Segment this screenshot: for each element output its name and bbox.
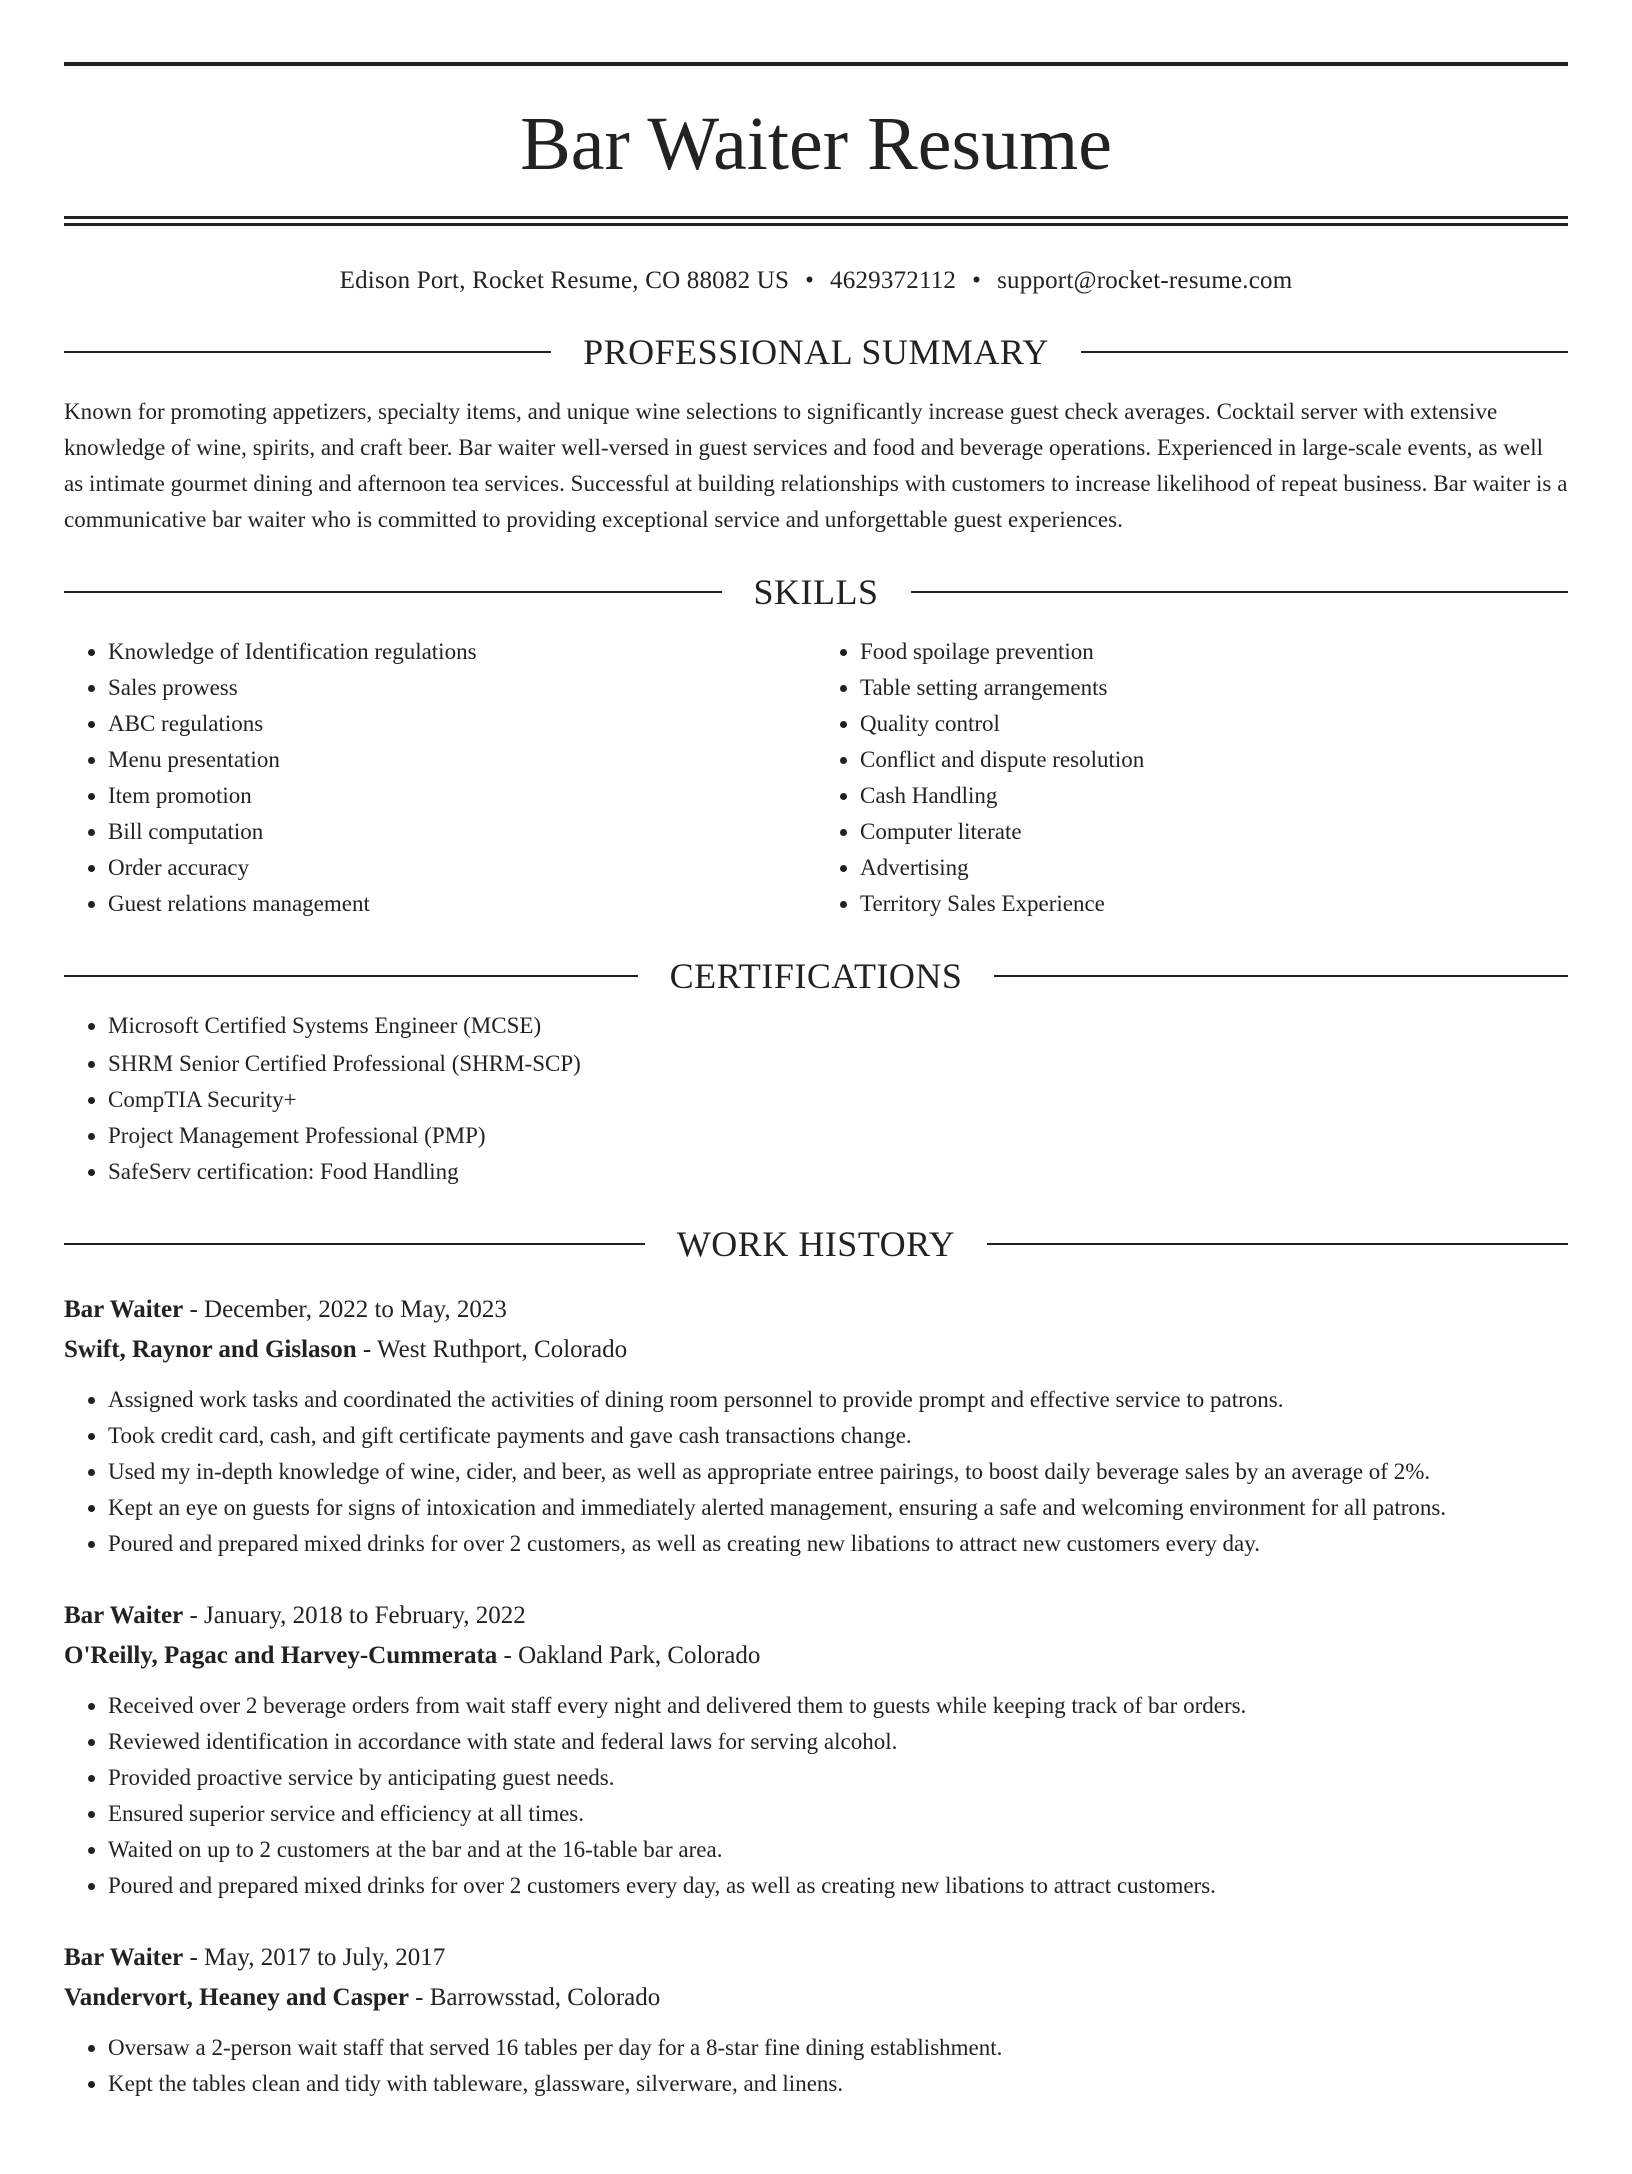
skill-item: • Table setting arrangements bbox=[860, 670, 1568, 706]
job-company-line bbox=[64, 1330, 1568, 1370]
contact-line bbox=[64, 264, 1568, 298]
job-duty-item: • Reviewed identification in accordance with state and federal laws for serving alcohol. bbox=[108, 1724, 1568, 1760]
job-entry bbox=[64, 1938, 1568, 2102]
heading-rule-right bbox=[994, 975, 1568, 977]
job-dates: - January, 2018 to February, 2022 bbox=[183, 1602, 526, 1629]
job-dates: - May, 2017 to July, 2017 bbox=[183, 1944, 446, 1971]
job-location: - Oakland Park, Colorado bbox=[497, 1642, 761, 1669]
job-company-line bbox=[64, 1978, 1568, 2018]
job-title: Bar Waiter bbox=[64, 1296, 184, 1323]
heading-rule-left bbox=[64, 351, 551, 353]
skill-item: • Cash Handling bbox=[860, 778, 1568, 814]
heading-rule-left bbox=[64, 975, 638, 977]
contact-phone: 4629372112 bbox=[830, 267, 957, 294]
skill-item: • Food spoilage prevention bbox=[860, 634, 1568, 670]
certification-item: • Project Management Professional (PMP) bbox=[108, 1118, 1568, 1154]
job-duty-item: • Assigned work tasks and coordinated the activities of dining room personnel to provide prompt and effective service to patrons. bbox=[108, 1382, 1568, 1418]
job-company: O'Reilly, Pagac and Harvey-Cummerata bbox=[64, 1642, 498, 1669]
resume-title: Bar Waiter Resume bbox=[520, 102, 1112, 186]
job-title-line bbox=[64, 1290, 1568, 1330]
heading-rule-right bbox=[987, 1243, 1568, 1245]
summary-heading bbox=[64, 320, 1568, 384]
job-company-line bbox=[64, 1636, 1568, 1676]
skills-heading bbox=[64, 560, 1568, 624]
job-title: Bar Waiter bbox=[64, 1944, 184, 1971]
contact-separator: • bbox=[805, 267, 815, 294]
work-history-list bbox=[64, 1290, 1568, 2102]
skills-heading-label: SKILLS bbox=[753, 572, 879, 612]
job-company: Swift, Raynor and Gislason bbox=[64, 1336, 357, 1363]
job-duties-list bbox=[64, 1382, 1568, 1562]
skill-item: • Order accuracy bbox=[108, 850, 816, 886]
job-title-line bbox=[64, 1938, 1568, 1978]
skill-item: • Knowledge of Identification regulations bbox=[108, 634, 816, 670]
job-duty-item: • Waited on up to 2 customers at the bar and at the 16-table bar area. bbox=[108, 1832, 1568, 1868]
job-duty-item: • Kept an eye on guests for signs of intoxication and immediately alerted management, ensuring a safe and welcoming environment for all patrons. bbox=[108, 1490, 1568, 1526]
job-duties-list bbox=[64, 1688, 1568, 1904]
skill-item: • Bill computation bbox=[108, 814, 816, 850]
job-title: Bar Waiter bbox=[64, 1602, 184, 1629]
skill-item: • Item promotion bbox=[108, 778, 816, 814]
top-rule bbox=[64, 62, 1568, 66]
heading-rule-right bbox=[911, 591, 1569, 593]
contact-address: Edison Port, Rocket Resume, CO 88082 US bbox=[339, 267, 790, 294]
skill-item: • ABC regulations bbox=[108, 706, 816, 742]
job-location: - Barrowsstad, Colorado bbox=[408, 1984, 661, 2011]
skill-item: • Quality control bbox=[860, 706, 1568, 742]
certification-item: • SHRM Senior Certified Professional (SHRM-SCP) bbox=[108, 1046, 1568, 1082]
job-duty-item: • Used my in-depth knowledge of wine, cider, and beer, as well as appropriate entree pairings, to boost daily beverage sales by an average of 2%. bbox=[108, 1454, 1568, 1490]
skill-item: • Conflict and dispute resolution bbox=[860, 742, 1568, 778]
skill-item: • Sales prowess bbox=[108, 670, 816, 706]
certification-item: • CompTIA Security+ bbox=[108, 1082, 1568, 1118]
skills-columns bbox=[64, 634, 1568, 922]
heading-rule-right bbox=[1081, 351, 1568, 353]
summary-heading-label: PROFESSIONAL SUMMARY bbox=[583, 332, 1049, 372]
skill-item: • Menu presentation bbox=[108, 742, 816, 778]
job-duty-item: • Poured and prepared mixed drinks for over 2 customers every day, as well as creating new libations to attract customers. bbox=[108, 1868, 1568, 1904]
job-entry bbox=[64, 1290, 1568, 1562]
skills-list-right bbox=[816, 634, 1568, 922]
job-duty-item: • Took credit card, cash, and gift certificate payments and gave cash transactions change. bbox=[108, 1418, 1568, 1454]
job-duty-item: • Provided proactive service by anticipating guest needs. bbox=[108, 1760, 1568, 1796]
job-location: - West Ruthport, Colorado bbox=[356, 1336, 628, 1363]
certifications-list bbox=[64, 1008, 1568, 1190]
job-title-line bbox=[64, 1596, 1568, 1636]
resume-page bbox=[0, 62, 1632, 2174]
job-duty-item: • Kept the tables clean and tidy with tableware, glassware, silverware, and linens. bbox=[108, 2066, 1568, 2102]
heading-rule-left bbox=[64, 1243, 645, 1245]
job-dates: - December, 2022 to May, 2023 bbox=[183, 1296, 507, 1323]
skills-list-left bbox=[64, 634, 816, 922]
job-duty-item: • Ensured superior service and efficiency at all times. bbox=[108, 1796, 1568, 1832]
skill-item: • Guest relations management bbox=[108, 886, 816, 922]
heading-rule-left bbox=[64, 591, 722, 593]
skill-item: • Advertising bbox=[860, 850, 1568, 886]
certifications-heading-label: CERTIFICATIONS bbox=[669, 956, 963, 996]
certification-item: • Microsoft Certified Systems Engineer (MCSE) bbox=[108, 1008, 1568, 1044]
professional-summary: Known for promoting appetizers, specialty items, and unique wine selections to significantly increase guest check averages. Cocktail server with extensive knowledge of wine, spirits, and craft beer. Bar waiter well-versed in guest services and food and beverage operations. Experienced in large-scale events, as well as intimate gourmet dining and afternoon tea services. Successful at building relationships with customers to increase likelihood of repeat business. Bar waiter is a communicative bar waiter who is committed to providing exceptional service and unforgettable guest experiences. bbox=[64, 399, 1568, 532]
job-company: Vandervort, Heaney and Casper bbox=[64, 1984, 409, 2011]
job-duty-item: • Oversaw a 2-person wait staff that served 16 tables per day for a 8-star fine dining establishment. bbox=[108, 2030, 1568, 2066]
job-entry bbox=[64, 1596, 1568, 1904]
job-duty-item: • Poured and prepared mixed drinks for over 2 customers, as well as creating new libations to attract new customers every day. bbox=[108, 1526, 1568, 1562]
skill-item: • Territory Sales Experience bbox=[860, 886, 1568, 922]
work-history-heading bbox=[64, 1212, 1568, 1276]
contact-separator: • bbox=[972, 267, 982, 294]
certifications-heading bbox=[64, 944, 1568, 1008]
work-history-heading-label: WORK HISTORY bbox=[676, 1224, 956, 1264]
job-duties-list bbox=[64, 2030, 1568, 2102]
certification-item: • SafeServ certification: Food Handling bbox=[108, 1154, 1568, 1190]
job-duty-item: • Received over 2 beverage orders from wait staff every night and delivered them to guests while keeping track of bar orders. bbox=[108, 1688, 1568, 1724]
title-double-rule bbox=[64, 216, 1568, 226]
skill-item: • Computer literate bbox=[860, 814, 1568, 850]
contact-email: support@rocket-resume.com bbox=[997, 267, 1293, 294]
